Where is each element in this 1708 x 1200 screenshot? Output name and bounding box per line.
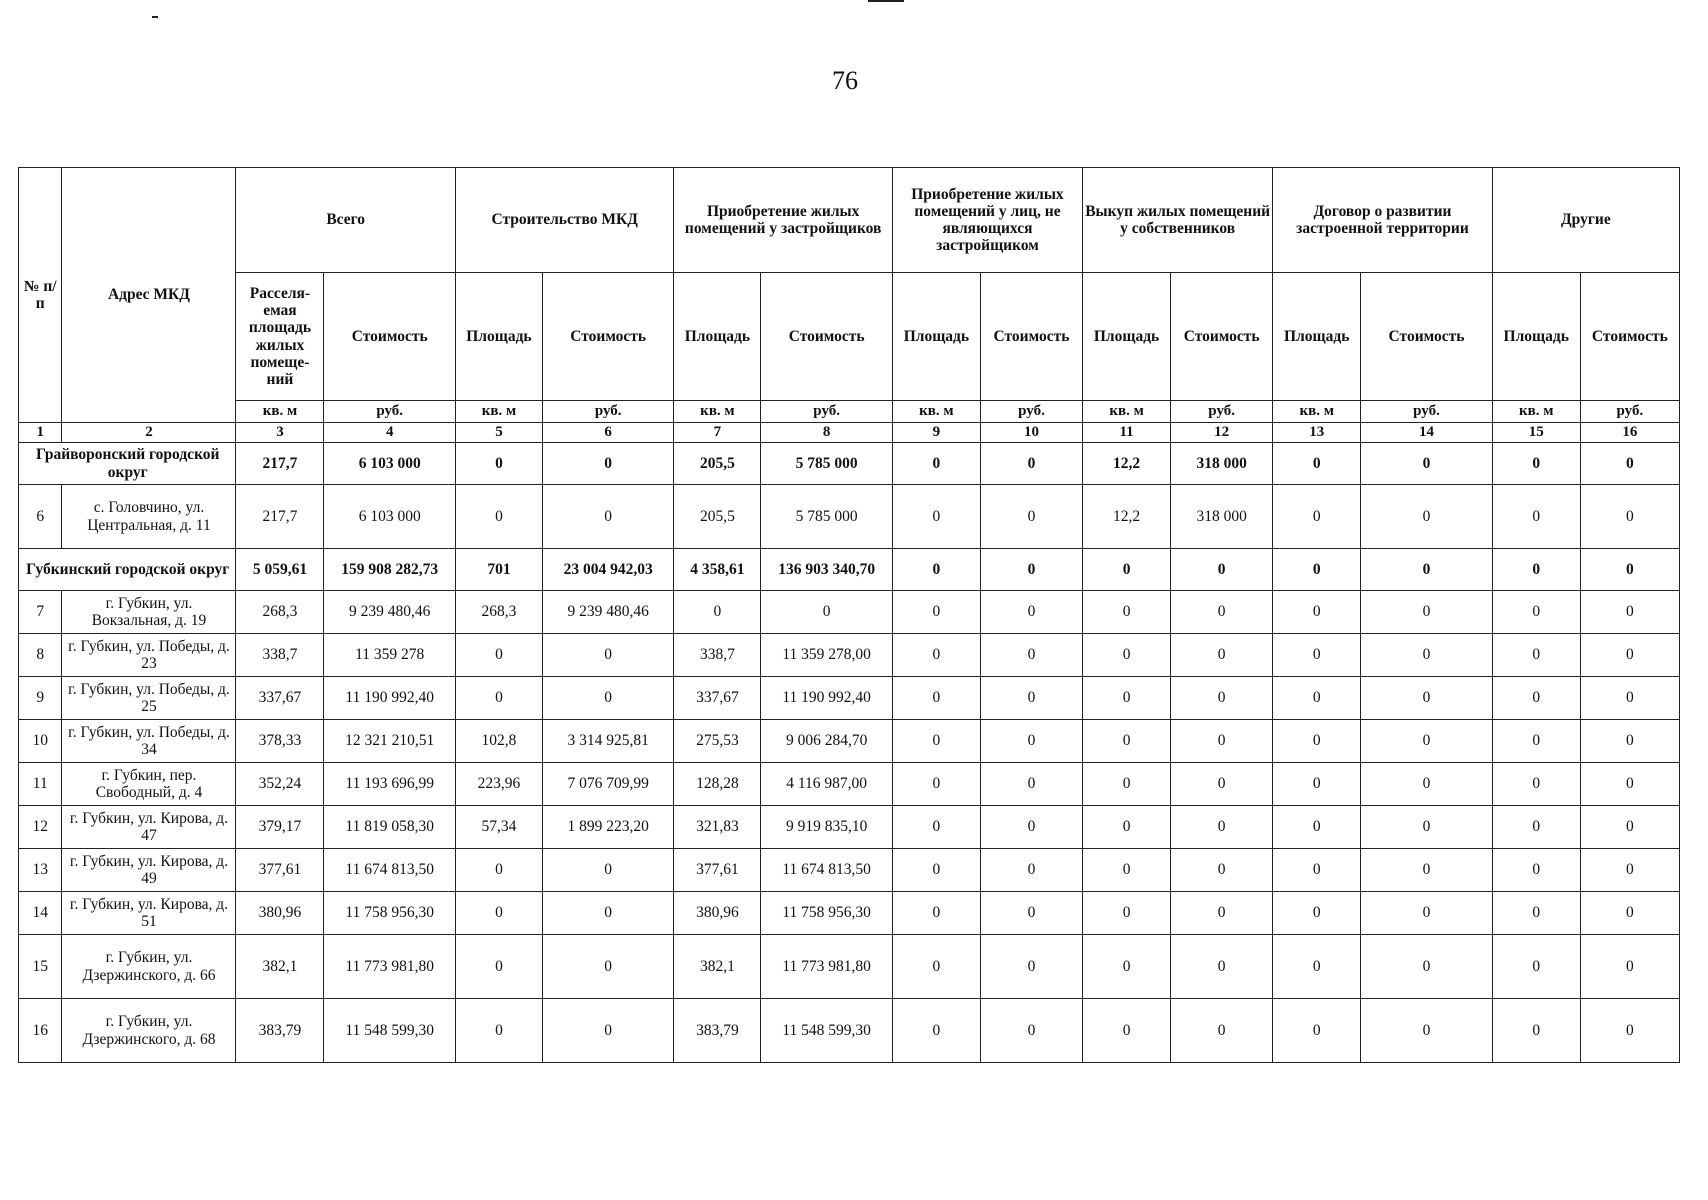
cost-cell: 0 bbox=[1361, 634, 1493, 677]
cost-cell: 0 bbox=[1580, 806, 1679, 849]
area-cell: 383,79 bbox=[674, 999, 761, 1063]
unit-area: кв. м bbox=[236, 401, 324, 423]
area-cell: 0 bbox=[1083, 677, 1171, 720]
subheader-cost: Стоимость bbox=[324, 273, 456, 401]
area-cell: 0 bbox=[1492, 549, 1580, 591]
cost-cell: 11 758 956,30 bbox=[324, 892, 456, 935]
area-cell: 0 bbox=[1273, 634, 1361, 677]
area-cell: 0 bbox=[892, 935, 980, 999]
area-cell: 12,2 bbox=[1083, 443, 1171, 485]
cost-cell: 0 bbox=[761, 591, 892, 634]
area-cell: 0 bbox=[892, 443, 980, 485]
area-cell: 205,5 bbox=[674, 485, 761, 549]
row-number: 6 bbox=[19, 485, 62, 549]
row-number: 15 bbox=[19, 935, 62, 999]
table-row bbox=[19, 806, 1680, 849]
subheader-cost: Стоимость bbox=[1580, 273, 1679, 401]
group-row bbox=[19, 443, 1680, 485]
row-address: г. Губкин, ул. Победы, д. 34 bbox=[62, 720, 236, 763]
area-cell: 0 bbox=[1492, 892, 1580, 935]
area-cell: 268,3 bbox=[236, 591, 324, 634]
cost-cell: 159 908 282,73 bbox=[324, 549, 456, 591]
area-cell: 268,3 bbox=[455, 591, 542, 634]
col-number: 12 bbox=[1171, 423, 1273, 443]
area-cell: 0 bbox=[892, 591, 980, 634]
area-cell: 12,2 bbox=[1083, 485, 1171, 549]
row-address: г. Губкин, ул. Дзержинского, д. 66 bbox=[62, 935, 236, 999]
area-cell: 0 bbox=[892, 549, 980, 591]
area-cell: 102,8 bbox=[455, 720, 542, 763]
cost-cell: 11 773 981,80 bbox=[761, 935, 892, 999]
cost-cell: 0 bbox=[980, 892, 1082, 935]
table-row bbox=[19, 892, 1680, 935]
table-row bbox=[19, 849, 1680, 892]
area-cell: 0 bbox=[1273, 720, 1361, 763]
cost-cell: 0 bbox=[1580, 763, 1679, 806]
area-cell: 380,96 bbox=[236, 892, 324, 935]
area-cell: 0 bbox=[1083, 892, 1171, 935]
cost-cell: 0 bbox=[1171, 634, 1273, 677]
area-cell: 0 bbox=[1273, 935, 1361, 999]
cost-cell: 11 674 813,50 bbox=[761, 849, 892, 892]
area-cell: 0 bbox=[455, 935, 542, 999]
col-number: 7 bbox=[674, 423, 761, 443]
cost-cell: 0 bbox=[980, 549, 1082, 591]
col-number: 9 bbox=[892, 423, 980, 443]
cost-cell: 5 785 000 bbox=[761, 485, 892, 549]
row-number: 8 bbox=[19, 634, 62, 677]
group-header-total: Всего bbox=[236, 168, 456, 273]
area-cell: 0 bbox=[1492, 443, 1580, 485]
area-cell: 0 bbox=[1273, 591, 1361, 634]
cost-cell: 0 bbox=[1580, 849, 1679, 892]
col-number: 8 bbox=[761, 423, 892, 443]
cost-cell: 0 bbox=[980, 935, 1082, 999]
area-cell: 321,83 bbox=[674, 806, 761, 849]
cost-cell: 0 bbox=[1580, 935, 1679, 999]
table-row bbox=[19, 485, 1680, 549]
row-address: с. Головчино, ул. Центральная, д. 11 bbox=[62, 485, 236, 549]
area-cell: 0 bbox=[1083, 720, 1171, 763]
area-cell: 377,61 bbox=[236, 849, 324, 892]
area-cell: 338,7 bbox=[674, 634, 761, 677]
row-number: 7 bbox=[19, 591, 62, 634]
cost-cell: 0 bbox=[980, 591, 1082, 634]
area-cell: 0 bbox=[1273, 892, 1361, 935]
area-cell: 223,96 bbox=[455, 763, 542, 806]
area-cell: 217,7 bbox=[236, 443, 324, 485]
group-header-territory-agreement: Договор о развитии застроенной территории bbox=[1273, 168, 1493, 273]
row-number: 14 bbox=[19, 892, 62, 935]
cost-cell: 6 103 000 bbox=[324, 485, 456, 549]
cost-cell: 0 bbox=[980, 720, 1082, 763]
cost-cell: 0 bbox=[980, 763, 1082, 806]
cost-cell: 12 321 210,51 bbox=[324, 720, 456, 763]
col-number: 6 bbox=[542, 423, 673, 443]
group-row bbox=[19, 549, 1680, 591]
area-cell: 0 bbox=[455, 485, 542, 549]
subheader-cost: Стоимость bbox=[1361, 273, 1493, 401]
area-cell: 0 bbox=[1083, 806, 1171, 849]
subheader-area: Площадь bbox=[892, 273, 980, 401]
area-cell: 0 bbox=[1083, 549, 1171, 591]
area-cell: 0 bbox=[1492, 677, 1580, 720]
area-cell: 0 bbox=[1083, 849, 1171, 892]
unit-area: кв. м bbox=[1492, 401, 1580, 423]
cost-cell: 0 bbox=[1361, 485, 1493, 549]
cost-cell: 0 bbox=[1361, 443, 1493, 485]
area-cell: 701 bbox=[455, 549, 542, 591]
cost-cell: 0 bbox=[1580, 892, 1679, 935]
col-number: 3 bbox=[236, 423, 324, 443]
cost-cell: 0 bbox=[1580, 634, 1679, 677]
table-row bbox=[19, 634, 1680, 677]
cost-cell: 318 000 bbox=[1171, 443, 1273, 485]
table-row bbox=[19, 677, 1680, 720]
area-cell: 379,17 bbox=[236, 806, 324, 849]
area-cell: 0 bbox=[1273, 485, 1361, 549]
group-header-buyout: Выкуп жилых помещений у собственников bbox=[1083, 168, 1273, 273]
area-cell: 0 bbox=[455, 849, 542, 892]
col-number: 10 bbox=[980, 423, 1082, 443]
area-cell: 0 bbox=[1273, 763, 1361, 806]
area-cell: 205,5 bbox=[674, 443, 761, 485]
cost-cell: 0 bbox=[542, 892, 673, 935]
cost-cell: 11 548 599,30 bbox=[761, 999, 892, 1063]
cost-cell: 11 548 599,30 bbox=[324, 999, 456, 1063]
area-cell: 0 bbox=[1083, 763, 1171, 806]
cost-cell: 9 006 284,70 bbox=[761, 720, 892, 763]
unit-cost: руб. bbox=[542, 401, 673, 423]
subheader-cost: Стоимость bbox=[542, 273, 673, 401]
cost-cell: 0 bbox=[1580, 443, 1679, 485]
col-number: 5 bbox=[455, 423, 542, 443]
col-address-header: Адрес МКД bbox=[62, 168, 236, 423]
cost-cell: 0 bbox=[542, 935, 673, 999]
row-number: 12 bbox=[19, 806, 62, 849]
cost-cell: 0 bbox=[1361, 549, 1493, 591]
table-body bbox=[19, 443, 1680, 1063]
cost-cell: 23 004 942,03 bbox=[542, 549, 673, 591]
row-address: г. Губкин, ул. Вокзальная, д. 19 bbox=[62, 591, 236, 634]
cost-cell: 0 bbox=[1361, 892, 1493, 935]
subheader-area: Площадь bbox=[1492, 273, 1580, 401]
cost-cell: 0 bbox=[980, 443, 1082, 485]
area-cell: 0 bbox=[1273, 999, 1361, 1063]
group-header-other: Другие bbox=[1492, 168, 1679, 273]
area-cell: 0 bbox=[892, 763, 980, 806]
area-cell: 0 bbox=[892, 634, 980, 677]
area-cell: 0 bbox=[1273, 849, 1361, 892]
page-number: 76 bbox=[832, 66, 858, 95]
subheader-area: Площадь bbox=[674, 273, 761, 401]
row-address: г. Губкин, ул. Кирова, д. 49 bbox=[62, 849, 236, 892]
cost-cell: 11 190 992,40 bbox=[761, 677, 892, 720]
cost-cell: 0 bbox=[542, 634, 673, 677]
unit-area: кв. м bbox=[455, 401, 542, 423]
area-cell: 0 bbox=[1492, 634, 1580, 677]
group-header-construction: Строительство МКД bbox=[455, 168, 673, 273]
col-number: 15 bbox=[1492, 423, 1580, 443]
cost-cell: 0 bbox=[1361, 935, 1493, 999]
unit-cost: руб. bbox=[324, 401, 456, 423]
cost-cell: 0 bbox=[542, 485, 673, 549]
group-header-purchase-developers: Приобретение жилых помещений у застройщиков bbox=[674, 168, 892, 273]
cost-cell: 0 bbox=[980, 634, 1082, 677]
cost-cell: 11 773 981,80 bbox=[324, 935, 456, 999]
cost-cell: 9 919 835,10 bbox=[761, 806, 892, 849]
cost-cell: 0 bbox=[1171, 849, 1273, 892]
cost-cell: 11 193 696,99 bbox=[324, 763, 456, 806]
cost-cell: 0 bbox=[980, 677, 1082, 720]
area-cell: 0 bbox=[674, 591, 761, 634]
cost-cell: 0 bbox=[1361, 677, 1493, 720]
area-cell: 0 bbox=[1083, 591, 1171, 634]
area-cell: 337,67 bbox=[674, 677, 761, 720]
row-number: 10 bbox=[19, 720, 62, 763]
area-cell: 380,96 bbox=[674, 892, 761, 935]
area-cell: 352,24 bbox=[236, 763, 324, 806]
table-row bbox=[19, 935, 1680, 999]
subheader-area: Площадь bbox=[455, 273, 542, 401]
area-cell: 0 bbox=[1273, 677, 1361, 720]
cost-cell: 0 bbox=[1580, 720, 1679, 763]
unit-cost: руб. bbox=[1580, 401, 1679, 423]
area-cell: 0 bbox=[1492, 591, 1580, 634]
row-number: 13 bbox=[19, 849, 62, 892]
area-cell: 0 bbox=[455, 443, 542, 485]
area-cell: 217,7 bbox=[236, 485, 324, 549]
area-cell: 4 358,61 bbox=[674, 549, 761, 591]
area-cell: 382,1 bbox=[236, 935, 324, 999]
cost-cell: 0 bbox=[1171, 591, 1273, 634]
area-cell: 0 bbox=[1492, 763, 1580, 806]
cost-cell: 0 bbox=[1171, 763, 1273, 806]
group-name: Губкинский городской округ bbox=[19, 549, 236, 591]
cost-cell: 4 116 987,00 bbox=[761, 763, 892, 806]
table-row bbox=[19, 999, 1680, 1063]
col-number: 16 bbox=[1580, 423, 1679, 443]
cost-cell: 0 bbox=[542, 443, 673, 485]
cost-cell: 11 758 956,30 bbox=[761, 892, 892, 935]
unit-cost: руб. bbox=[1171, 401, 1273, 423]
cost-cell: 11 819 058,30 bbox=[324, 806, 456, 849]
area-cell: 0 bbox=[1492, 485, 1580, 549]
cost-cell: 9 239 480,46 bbox=[324, 591, 456, 634]
area-cell: 0 bbox=[1083, 999, 1171, 1063]
cost-cell: 0 bbox=[542, 849, 673, 892]
row-address: г. Губкин, ул. Дзержинского, д. 68 bbox=[62, 999, 236, 1063]
cost-cell: 318 000 bbox=[1171, 485, 1273, 549]
cost-cell: 5 785 000 bbox=[761, 443, 892, 485]
cost-cell: 3 314 925,81 bbox=[542, 720, 673, 763]
row-number: 9 bbox=[19, 677, 62, 720]
subheader-cost: Стоимость bbox=[761, 273, 892, 401]
unit-cost: руб. bbox=[761, 401, 892, 423]
area-cell: 0 bbox=[1492, 999, 1580, 1063]
area-cell: 0 bbox=[892, 806, 980, 849]
cost-cell: 11 359 278,00 bbox=[761, 634, 892, 677]
subheader-area: Площадь bbox=[1083, 273, 1171, 401]
area-cell: 0 bbox=[892, 485, 980, 549]
cost-cell: 0 bbox=[1361, 720, 1493, 763]
unit-area: кв. м bbox=[892, 401, 980, 423]
cost-cell: 0 bbox=[1171, 806, 1273, 849]
area-cell: 275,53 bbox=[674, 720, 761, 763]
group-name: Грайворонский городской округ bbox=[19, 443, 236, 485]
area-cell: 0 bbox=[1083, 634, 1171, 677]
area-cell: 377,61 bbox=[674, 849, 761, 892]
area-cell: 0 bbox=[1273, 549, 1361, 591]
row-number: 16 bbox=[19, 999, 62, 1063]
cost-cell: 0 bbox=[1171, 935, 1273, 999]
cost-cell: 0 bbox=[1361, 999, 1493, 1063]
unit-cost: руб. bbox=[1361, 401, 1493, 423]
subheader-cost: Стоимость bbox=[1171, 273, 1273, 401]
cost-cell: 6 103 000 bbox=[324, 443, 456, 485]
cost-cell: 0 bbox=[980, 806, 1082, 849]
cost-cell: 0 bbox=[1171, 549, 1273, 591]
area-cell: 0 bbox=[892, 892, 980, 935]
group-header-purchase-non-developers: Приобретение жилых помещений у лиц, не являющихся застройщиком bbox=[892, 168, 1082, 273]
cost-cell: 0 bbox=[1580, 999, 1679, 1063]
table-header bbox=[19, 168, 1680, 443]
cost-cell: 0 bbox=[980, 485, 1082, 549]
resettlement-table bbox=[18, 167, 1680, 1063]
cost-cell: 0 bbox=[542, 677, 673, 720]
cost-cell: 0 bbox=[980, 999, 1082, 1063]
cost-cell: 0 bbox=[1580, 549, 1679, 591]
subheader-area: Площадь bbox=[1273, 273, 1361, 401]
area-cell: 0 bbox=[455, 634, 542, 677]
cost-cell: 0 bbox=[1171, 999, 1273, 1063]
area-cell: 0 bbox=[892, 849, 980, 892]
subheader-cost: Стоимость bbox=[980, 273, 1082, 401]
cost-cell: 0 bbox=[1361, 849, 1493, 892]
cost-cell: 136 903 340,70 bbox=[761, 549, 892, 591]
col-number: 4 bbox=[324, 423, 456, 443]
table-row bbox=[19, 720, 1680, 763]
area-cell: 0 bbox=[455, 999, 542, 1063]
cost-cell: 0 bbox=[1361, 591, 1493, 634]
unit-area: кв. м bbox=[674, 401, 761, 423]
cost-cell: 0 bbox=[542, 999, 673, 1063]
area-cell: 0 bbox=[1492, 935, 1580, 999]
row-address: г. Губкин, ул. Кирова, д. 51 bbox=[62, 892, 236, 935]
area-cell: 0 bbox=[892, 720, 980, 763]
col-num-header: № п/п bbox=[19, 168, 62, 423]
area-cell: 128,28 bbox=[674, 763, 761, 806]
cost-cell: 9 239 480,46 bbox=[542, 591, 673, 634]
area-cell: 57,34 bbox=[455, 806, 542, 849]
cost-cell: 0 bbox=[1171, 892, 1273, 935]
col-number: 11 bbox=[1083, 423, 1171, 443]
area-cell: 378,33 bbox=[236, 720, 324, 763]
cost-cell: 0 bbox=[1580, 485, 1679, 549]
scan-mark-left bbox=[152, 16, 158, 18]
table-row bbox=[19, 591, 1680, 634]
area-cell: 0 bbox=[1492, 806, 1580, 849]
cost-cell: 11 674 813,50 bbox=[324, 849, 456, 892]
cost-cell: 11 190 992,40 bbox=[324, 677, 456, 720]
area-cell: 382,1 bbox=[674, 935, 761, 999]
subheader-resettled-area: Расселя-емая площадь жилых помеще-ний bbox=[236, 273, 324, 401]
cost-cell: 0 bbox=[1171, 677, 1273, 720]
row-address: г. Губкин, ул. Победы, д. 25 bbox=[62, 677, 236, 720]
area-cell: 5 059,61 bbox=[236, 549, 324, 591]
cost-cell: 0 bbox=[1580, 677, 1679, 720]
scan-mark-top bbox=[868, 0, 904, 2]
area-cell: 0 bbox=[892, 677, 980, 720]
area-cell: 0 bbox=[1083, 935, 1171, 999]
cost-cell: 1 899 223,20 bbox=[542, 806, 673, 849]
col-number: 13 bbox=[1273, 423, 1361, 443]
cost-cell: 0 bbox=[1361, 763, 1493, 806]
cost-cell: 0 bbox=[1361, 806, 1493, 849]
cost-cell: 7 076 709,99 bbox=[542, 763, 673, 806]
area-cell: 383,79 bbox=[236, 999, 324, 1063]
row-address: г. Губкин, ул. Кирова, д. 47 bbox=[62, 806, 236, 849]
unit-area: кв. м bbox=[1083, 401, 1171, 423]
unit-cost: руб. bbox=[980, 401, 1082, 423]
cost-cell: 0 bbox=[1580, 591, 1679, 634]
area-cell: 0 bbox=[1273, 806, 1361, 849]
col-number: 14 bbox=[1361, 423, 1493, 443]
area-cell: 338,7 bbox=[236, 634, 324, 677]
row-address: г. Губкин, ул. Победы, д. 23 bbox=[62, 634, 236, 677]
row-number: 11 bbox=[19, 763, 62, 806]
col-number: 2 bbox=[62, 423, 236, 443]
table-row bbox=[19, 763, 1680, 806]
area-cell: 0 bbox=[1492, 720, 1580, 763]
area-cell: 0 bbox=[455, 892, 542, 935]
area-cell: 337,67 bbox=[236, 677, 324, 720]
area-cell: 0 bbox=[892, 999, 980, 1063]
area-cell: 0 bbox=[1492, 849, 1580, 892]
unit-area: кв. м bbox=[1273, 401, 1361, 423]
area-cell: 0 bbox=[1273, 443, 1361, 485]
cost-cell: 11 359 278 bbox=[324, 634, 456, 677]
area-cell: 0 bbox=[455, 677, 542, 720]
cost-cell: 0 bbox=[980, 849, 1082, 892]
cost-cell: 0 bbox=[1171, 720, 1273, 763]
col-number: 1 bbox=[19, 423, 62, 443]
row-address: г. Губкин, пер. Свободный, д. 4 bbox=[62, 763, 236, 806]
